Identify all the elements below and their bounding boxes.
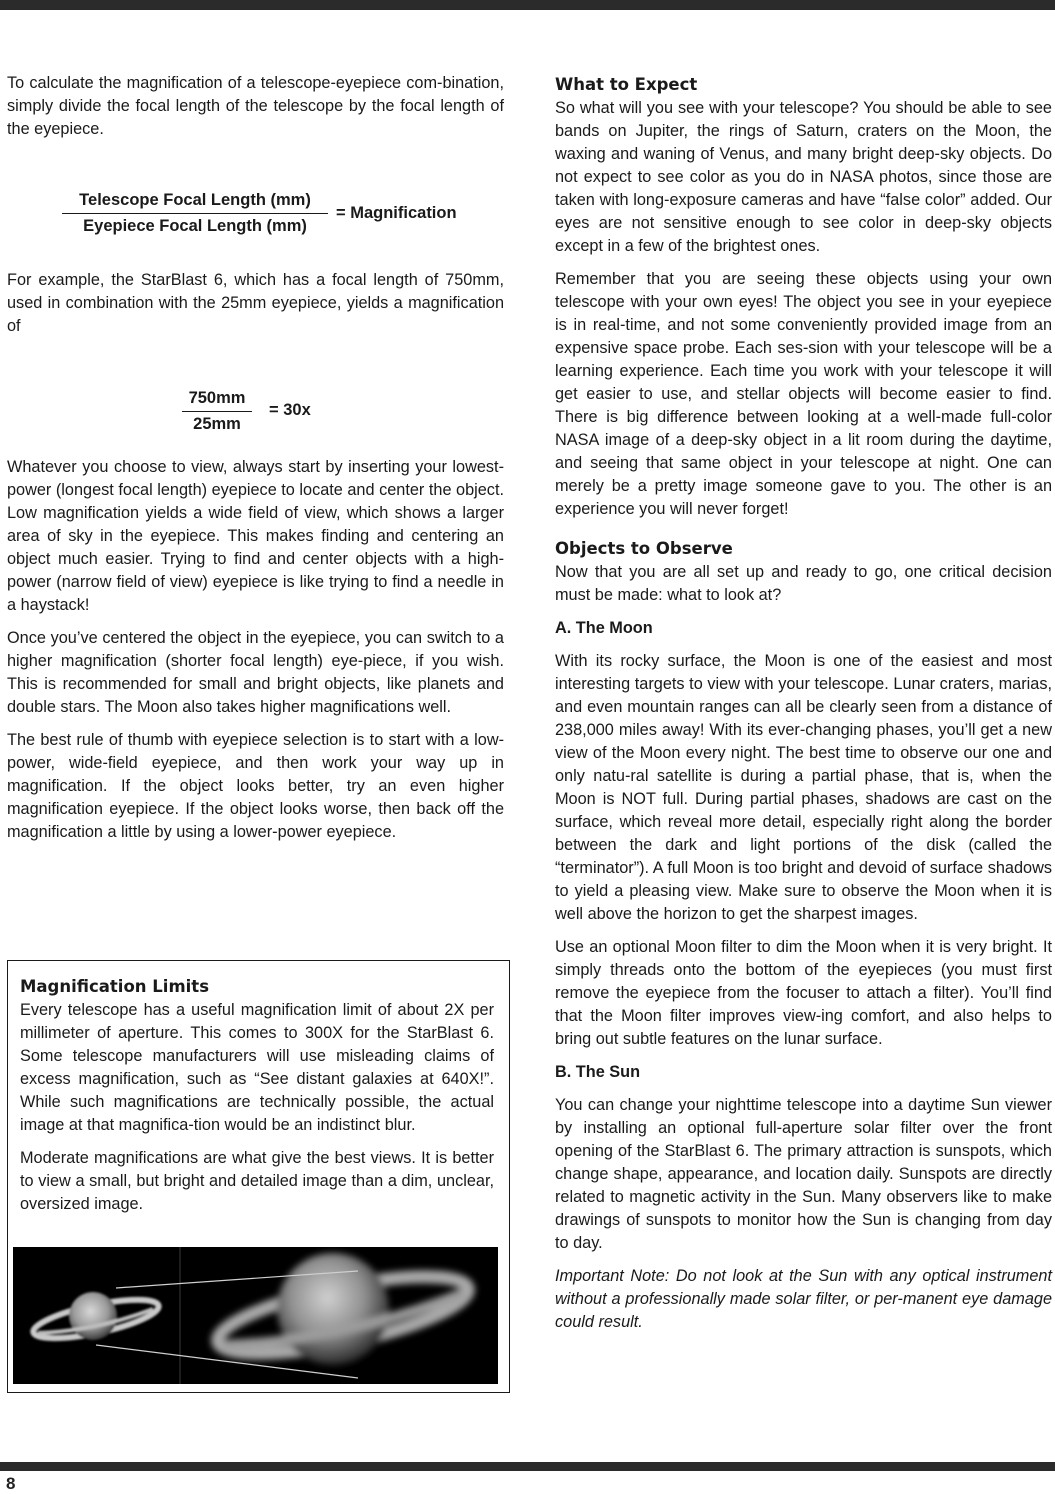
- example-formula: [7, 348, 504, 456]
- box-heading: Magnification Limits: [20, 977, 210, 996]
- page-number: 8: [6, 1474, 16, 1493]
- example-paragraph: For example, the StarBlast 6, which has a focal length of 750mm, used in combination with the 25mm eyepiece, yields a magnification of: [7, 271, 504, 335]
- intro-paragraph: To calculate the magnification of a telescope-eyepiece com-bination, simply divide the focal length of the telescope by the focal length of the eyepiece.: [7, 74, 504, 138]
- moon-paragraph-1: With its rocky surface, the Moon is one of the easiest and most interesting targets to view with your telescope. Lunar craters, marias, and even mountain ranges can all be clearly seen from a distance of 238,000 miles away! With its ever-changing phases, you’ll get a new view of the Moon every night. The best time to observe our one and only natu-ral satellite is during a partial phase, that is, when the Moon is NOT full. During partial phases, shadows are cast on the surface, which reveal more detail, especially right along the border between the dark and light portions of the disk (called the “terminator”). A full Moon is too bright and devoid of surface shadows to yield a pleasing view. Make sure to observe the Moon when it is well above the horizon to get the sharpest images.: [555, 652, 1052, 923]
- example-result: = 30x: [269, 401, 311, 419]
- sun-paragraph: You can change your nighttime telescope into a daytime Sun viewer by installing an optional full-aperture solar filter over the front opening of the StarBlast 6. The primary attraction is sunspots, which change shape, appearance, and location daily. Sunspots are directly related to magnetic activity in the Sun. Many observers like to make drawings of sunspots to monitor how the Sun is changing from day to day.: [555, 1096, 1052, 1252]
- sun-subheading: B. The Sun: [555, 1063, 641, 1081]
- formula-numerator: Telescope Focal Length (mm): [62, 191, 328, 214]
- eyepiece-paragraph-3: The best rule of thumb with eyepiece selection is to start with a low-power, wide-field eyepiece, and then work your way up in magnification. If the object looks better, try an even higher magnification eyepiece. If the object looks worse, then back off the magnification a little by using a lower-power eyepiece.: [7, 731, 504, 841]
- box-paragraph-2: Moderate magnifications are what give the best views. It is better to view a small, but bright and detailed image than a dim, unclear, oversized image.: [20, 1149, 494, 1213]
- moon-subheading: A. The Moon: [555, 619, 653, 637]
- left-column: [7, 72, 504, 854]
- expect-paragraph-1: So what will you see with your telescope? You should be able to see bands on Jupiter, the rings of Saturn, craters on the Moon, the waxing and waning of Venus, and many bright deep-sky objects. Do not expect to see color as you do in NASA photos, since those are taken with long-exposure cameras and have “false color” added. Our eyes are not sensitive enough to see color in deep-sky objects except in a few of the brightest ones.: [555, 99, 1052, 255]
- magnification-formula: [7, 151, 504, 269]
- example-fraction: [182, 389, 252, 434]
- what-to-expect-heading: What to Expect: [555, 75, 698, 94]
- saturn-illustration: [13, 1247, 498, 1384]
- formula-denominator: Eyepiece Focal Length (mm): [83, 217, 307, 235]
- bottom-rule: [0, 1462, 1055, 1471]
- eyepiece-paragraph-2: Once you’ve centered the object in the eyepiece, you can switch to a higher magnification (shorter focal length) eye-piece, if you wish. This is recommended for small and bright objects, like planets and double stars. The Moon also takes higher magnifications well.: [7, 629, 504, 716]
- formula-result: = Magnification: [336, 204, 457, 222]
- formula-fraction: [62, 191, 328, 236]
- moon-paragraph-2: Use an optional Moon filter to dim the Moon when it is very bright. It simply threads onto the bottom of the eyepieces (you must first remove the eyepiece from the focuser to attach a filter). You’ll find that the Moon filter improves view-ing comfort, and also helps to bring out subtle features on the lunar surface.: [555, 938, 1052, 1048]
- top-rule: [0, 0, 1055, 10]
- eyepiece-paragraph-1: Whatever you choose to view, always start by inserting your lowest-power (longest focal length) eyepiece to locate and center the object. Low magnification yields a wide field of view, which shows a larger area of sky in the eyepiece. This makes finding and centering an object much easier. Trying to find and center objects with a high-power (narrow field of view) eyepiece is like trying to find a needle in a haystack!: [7, 458, 504, 614]
- saturn-comparison-image: [13, 1247, 498, 1384]
- example-denominator: 25mm: [193, 415, 241, 433]
- example-numerator: 750mm: [182, 389, 252, 412]
- objects-heading: Objects to Observe: [555, 539, 733, 558]
- sun-warning-note: Important Note: Do not look at the Sun with any optical instrument without a professionally made solar filter, or per-manent eye damage could result.: [555, 1267, 1052, 1331]
- objects-paragraph: Now that you are all set up and ready to go, one critical decision must be made: what to look at?: [555, 563, 1052, 604]
- right-column: [555, 73, 1052, 1344]
- box-paragraph-1: Every telescope has a useful magnification limit of about 2X per millimeter of aperture. This comes to 300X for the StarBlast 6. Some telescope manufacturers will use misleading claims of excess magnification, such as “See distant galaxies at 640X!”. While such magnifications are technically possible, the actual image at that magnifica-tion would be an indistinct blur.: [20, 1001, 494, 1134]
- expect-paragraph-2: Remember that you are seeing these objects using your own telescope with your own eyes! The object you see in your eyepiece is in real-time, and not some conveniently provided image from an expensive space probe. Each ses-sion with your telescope will be a learning experience. Each time you work with your telescope it will get easier to use, and stellar objects will become easier to find. There is big difference between looking at a well-made full-color NASA image of a deep-sky object in a lit room during the daytime, and seeing that same object in your telescope at night. One can merely be a pretty image someone gave to you. The other is an experience you will never forget!: [555, 270, 1052, 518]
